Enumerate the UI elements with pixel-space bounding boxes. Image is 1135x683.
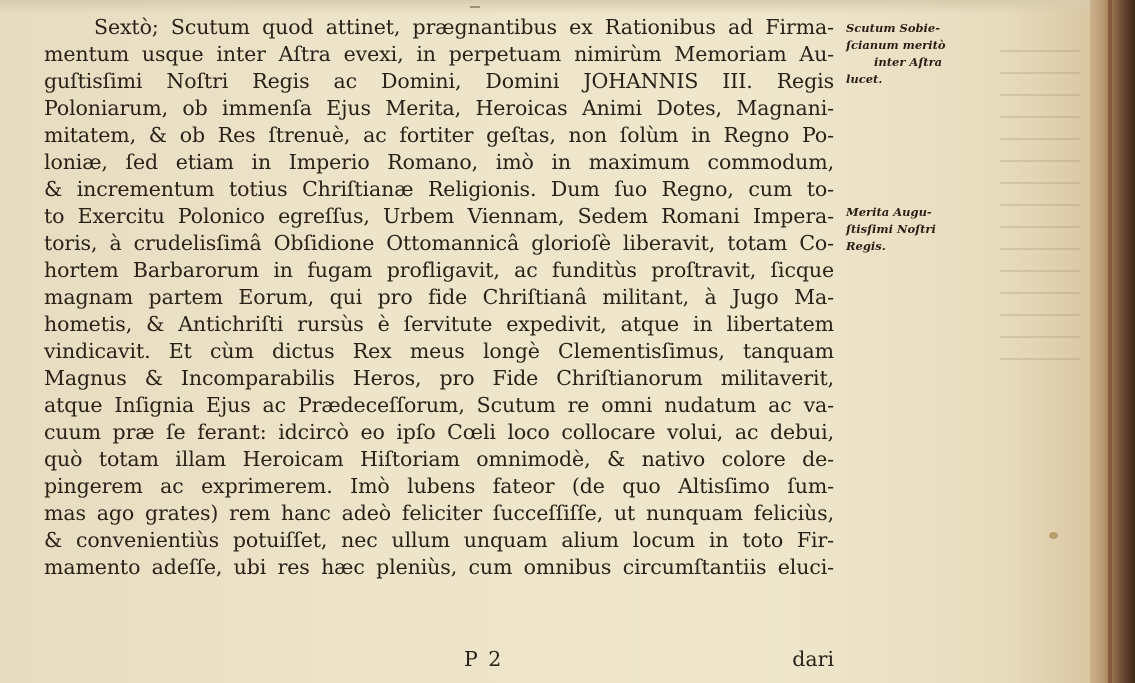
text-line: mamento adeſſe, ubi res hæc pleniùs, cum omnibus circumſtantiis eluci-: [44, 555, 834, 579]
text-line: toris, à crudelisſimâ Obſidione Ottomannicâ glorioſè liberavit, totam Co-: [44, 231, 834, 255]
margin-note-line: Regis.: [846, 239, 886, 253]
text-line: & convenientiùs potuiſſet, nec ullum unquam alium locum in toto Fir-: [44, 528, 834, 552]
main-text-block: [44, 14, 834, 581]
margin-note-line: ſtisſimi Noſtri: [846, 222, 936, 236]
text-line: Sextò; Scutum quod attinet, prægnantibus ex Rationibus ad Firma-: [94, 15, 834, 39]
text-line: & incrementum totius Chriſtianæ Religionis. Dum ſuo Regno, cum to-: [44, 177, 834, 201]
margin-note-merita: [846, 204, 976, 255]
text-line: hortem Barbarorum in fugam profligavit, ac funditùs proſtravit, ſicque: [44, 258, 834, 282]
text-line: quò totam illam Heroicam Hiſtoriam omnimodè, & nativo colore de-: [44, 447, 834, 471]
text-line: vindicavit. Et cùm dictus Rex meus longè Clementisſimus, tanquam: [44, 339, 834, 363]
text-line: hometis, & Antichriſti rursùs è ſervitute expedivit, atque in libertatem: [44, 312, 834, 336]
text-line: guſtisſimi Noſtri Regis ac Domini, Domini JOHANNIS III. Regis: [44, 69, 834, 93]
page-footer: [44, 646, 834, 673]
margin-note-line: lucet.: [846, 72, 883, 86]
margin-note-line: Scutum Sobie-: [846, 21, 940, 35]
top-ink-mark: [470, 0, 480, 8]
book-page-edge: [1090, 0, 1135, 683]
text-line: atque Inſignia Ejus ac Prædeceſſorum, Scutum re omni nudatum ac va-: [44, 393, 834, 417]
text-line: mitatem, & ob Res ſtrenuè, ac fortiter geſtas, non ſolùm in Regno Po-: [44, 123, 834, 147]
text-line: Magnus & Incomparabilis Heros, pro Fide Chriſtianorum militaverit,: [44, 366, 834, 390]
signature-mark: P 2: [464, 647, 504, 671]
text-line: pingerem ac exprimerem. Imò lubens fateor (de quo Altisſimo ſum-: [44, 474, 834, 498]
text-line: magnam partem Eorum, qui pro fide Chriſtianâ militant, à Jugo Ma-: [44, 285, 834, 309]
margin-note-line: ſcianum meritò: [846, 38, 946, 52]
text-line: loniæ, ſed etiam in Imperio Romano, imò in maximum commodum,: [44, 150, 834, 174]
margin-note-line: Merita Augu-: [846, 205, 932, 219]
bleed-through-text: [1000, 30, 1080, 360]
top-page-bleed: [0, 0, 1090, 14]
margin-note-scutum: [846, 20, 976, 88]
text-line: to Exercitu Polonico egreſſus, Urbem Viennam, Sedem Romani Impera-: [44, 204, 834, 228]
text-line: Poloniarum, ob immenſa Ejus Merita, Heroicas Animi Dotes, Magnani-: [44, 96, 834, 120]
text-line: mentum usque inter Aſtra evexi, in perpetuam nimirùm Memoriam Au-: [44, 42, 834, 66]
text-line: mas ago grates) rem hanc adeò feliciter ſucceſſiſſe, ut nunquam feliciùs,: [44, 501, 834, 525]
catchword: dari: [792, 647, 834, 671]
margin-note-line: inter Aſtra: [874, 55, 943, 69]
page-edge-band: [1108, 0, 1112, 683]
text-line: cuum præ ſe ferant: idcircò eo ipſo Cœli loco collocare volui, ac debui,: [44, 420, 834, 444]
ink-smudge: [1049, 532, 1058, 539]
